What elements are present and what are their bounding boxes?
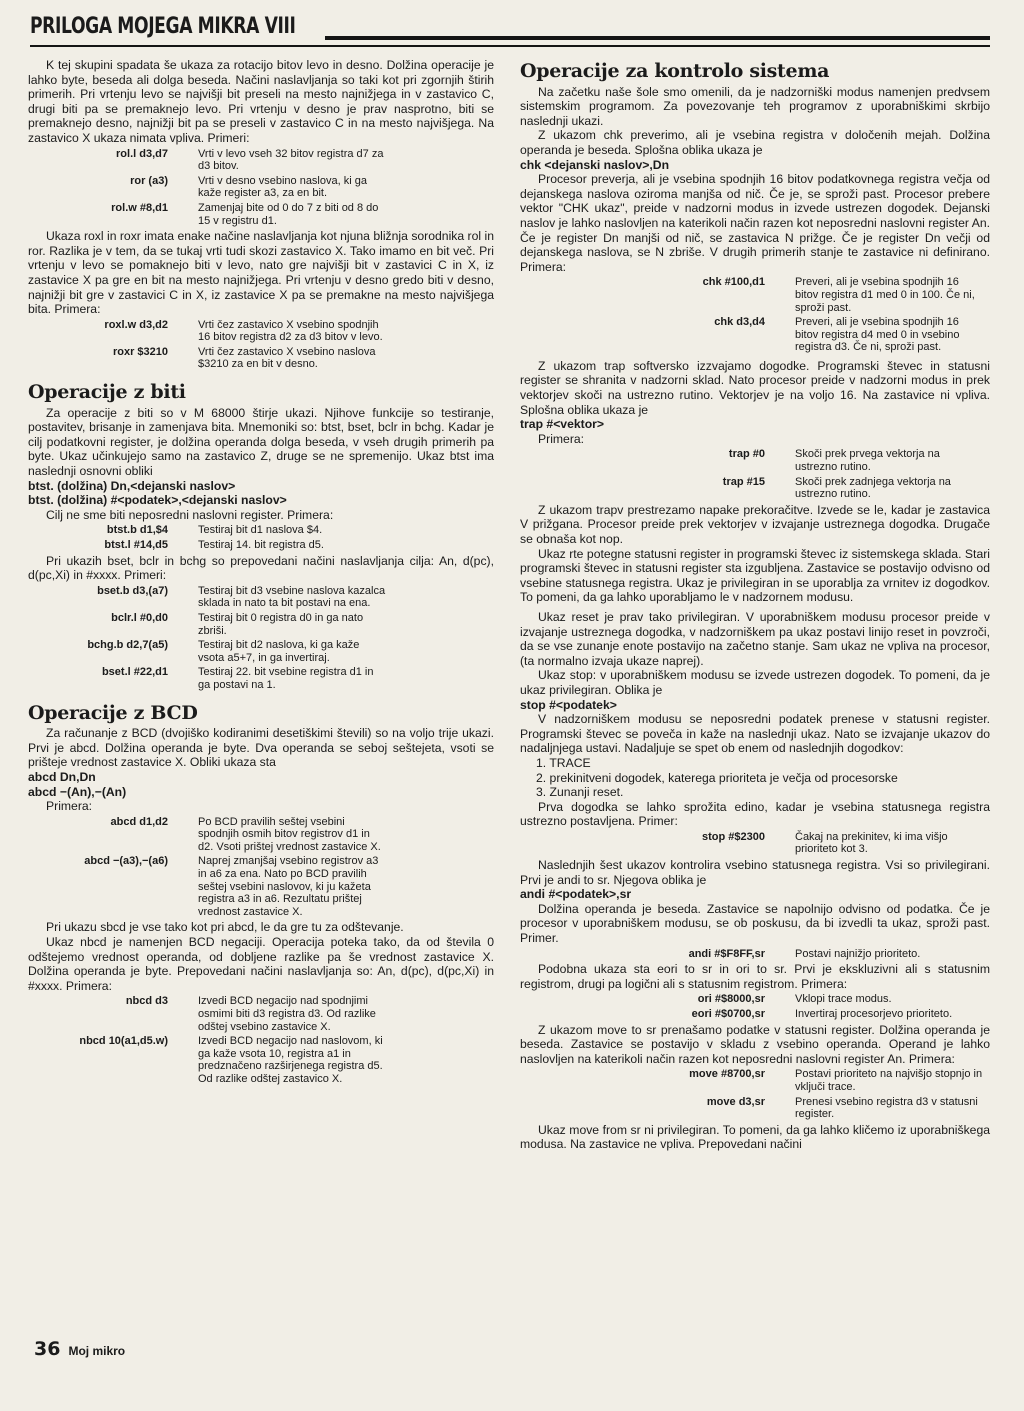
trap-text: Z ukazom trap softversko izzvajamo dogodke. Programski števec in statusni register se shranita v nadzorni sklad. Nato procesor preide v nadzorni modus in prek vektorjev skoči na ustrezno rutino. Vektorjev je na voljo 16. Na zastavice ni vpliva. Splošna oblika ukaza je	[520, 358, 990, 417]
list-item: 3. Zunanji reset.	[536, 785, 624, 800]
move-text: Z ukazom move to sr prenašamo podatke v statusni register. Dolžina operanda je beseda. Zastavice se postavijo v skladu z vsebino operanda. Operand je lahko naslovljen na katerikoli način razen kot neposredni naslovni register An. Primera:	[520, 1022, 990, 1066]
stop-text-2: V nadzorniškem modusu se neposredni podatek prenese v statusni register. Programski števec se poveča in kaže na naslednji ukaz. Nato se izvajanje ukazov do nadaljnjega ustavi. Nadaljuje se spet ob enem od naslednjih dogodkov:	[520, 712, 990, 756]
eori-text: Podobna ukaza sta eori to sr in ori to sr. Prvi je ekskluzivni ali s statusnim registrom, drugi pa logični ali s statusnim registrom. Primera:	[520, 962, 990, 991]
example-code: roxr $3210	[112, 345, 168, 358]
example-desc: Testiraj 22. bit vsebine registra d1 in ga postavi na 1.	[198, 666, 374, 691]
example-row	[28, 319, 494, 344]
eori-examples	[520, 993, 990, 1020]
reset-text: Ukaz reset je prav tako privilegiran. V uporabniškem modusu procesor preide v izvajanje ustreznega dogodka, v nadzorniškem pa ukaz postavi linijo reset in povzroči, da se vse zunanje enote postavijo na začetno stanje. Sam ukaz ne vpliva na procesor, (ta normalno izvaja ukaze naprej).	[520, 609, 990, 668]
andi-examples	[520, 948, 990, 961]
example-desc: Naprej zmanjšaj vsebino registrov a3 in a6 za ena. Nato po BCD pravilih seštej vsebini naslovov, ki ju kažeta registra a3 in a6. Rezultatu prištej vrednost zastavice X.	[198, 855, 379, 918]
example-desc: Postavi prioriteto na najvišjo stopnjo in vključi trace.	[795, 1068, 983, 1093]
sbcd-text: Pri ukazu sbcd je vse tako kot pri abcd, le da gre tu za odštevanje.	[46, 920, 404, 935]
page-number: 36	[34, 1338, 61, 1360]
list-item: 2. prekinitveni dogodek, katerega prioriteta je večja od procesorske	[536, 770, 898, 785]
stop-examples	[520, 831, 990, 856]
rte-text: Ukaz rte potegne statusni register in programski števec iz sistemskega sklada. Stari programski števec in statusni register sta izgubljena. Zastavice se postavijo odvisno od vsebine statusnega registra. Ukaz je privilegiran in se uporablja za vrnitev iz dogodkov. To pomeni, da ga lahko uporabljamo le v nadzornem modusu.	[520, 546, 990, 605]
example-desc: Vklopi trace modus.	[795, 993, 892, 1006]
header-rule	[325, 36, 990, 40]
example-code: rol.l d3,d7	[116, 147, 168, 160]
example-row	[520, 476, 990, 501]
example-code: btst.b d1,$4	[106, 524, 168, 537]
example-desc: Vrti v desno vsebino naslova, ki ga kaže register a3, za en bit.	[198, 174, 367, 200]
header-title: PRILOGA MOJEGA MIKRA VIII	[30, 14, 296, 39]
example-code: andi #$F8FF,sr	[688, 947, 765, 960]
section-heading-bits: Operacije z biti	[28, 381, 186, 404]
example-desc: Vrti v levo vseh 32 bitov registra d7 za d3 bitov.	[198, 147, 384, 173]
primera-label: Primera:	[46, 799, 93, 814]
example-row	[28, 855, 494, 918]
example-code: ror (a3)	[130, 174, 168, 187]
btst-form-2: btst. (dolžina) #<podatek>,<dejanski naslov>	[28, 493, 287, 508]
example-desc: Testiraj 14. bit registra d5.	[198, 539, 324, 551]
example-code: bchg.b d2,7(a5)	[87, 639, 168, 652]
system-intro: Na začetku naše šole smo omenili, da je nadzorniški modus namenjen predvsem sistemskim programom. Za povezovanje teh programov z uporabniškimi skrbijo naslednji ukazi.	[520, 84, 990, 128]
bcd-text: Za računanje z BCD (dvojiško kodiranimi desetiškimi števili) so na voljo trije ukazi. Prvi je abcd. Dolžina operanda je byte. Dva operanda se seboj seštejeta, vsoti se prišteje vrednost zastavice X. Obliki ukaza sta	[28, 726, 494, 770]
example-code: rol.w #8,d1	[111, 201, 168, 214]
example-code: eori #$0700,sr	[691, 1008, 765, 1020]
example-code: nbcd d3	[125, 995, 168, 1008]
example-desc: Zamenjaj bite od 0 do 7 z biti od 8 do 15 v registru d1.	[198, 201, 379, 227]
example-desc: Izvedi BCD negacijo nad naslovom, ki ga kaže vsota 10, registra a1 in predznačeno razširjenega registra d5. Od razlike odštej zastavico X.	[198, 1035, 383, 1085]
move-from-text: Ukaz move from sr ni privilegiran. To pomeni, da ga lahko kličemo iz uporabniškega modusa. Na zastavice ne vpliva. Prepovedani načini	[520, 1122, 990, 1152]
example-row	[520, 1096, 990, 1121]
example-row	[28, 585, 494, 610]
example-row	[28, 1035, 494, 1085]
left-column	[28, 58, 494, 1088]
example-desc: Vrti čez zastavico X vsebino spodnjih 16 bitov registra d2 za d3 bitov v levo.	[198, 318, 383, 344]
chk-text: Z ukazom chk preverimo, ali je vsebina registra v določenih mejah. Dolžina operanda je beseda. Splošna oblika ukaza je	[520, 128, 990, 157]
example-desc: Čakaj na prekinitev, ki ima višjo prioriteto kot 3.	[795, 830, 948, 856]
example-row	[28, 639, 494, 664]
example-desc: Testiraj bit d2 naslova, ki ga kaže vsota a5+7, in ga invertiraj.	[198, 639, 360, 664]
example-code: bset.b d3,(a7)	[97, 584, 168, 597]
example-desc: Preveri, ali je vsebina spodnjih 16 bitov registra d1 med 0 in 100. Če ni, sproži past.	[795, 276, 975, 314]
example-code: trap #0	[728, 448, 765, 461]
example-desc: Postavi najnižjo prioriteto.	[795, 947, 921, 960]
roxl-examples	[28, 319, 494, 371]
resume-events-list	[520, 756, 990, 800]
andi-text: Naslednjih šest ukazov kontrolira vsebino statusnega registra. Vsi so privilegirani. Prvi je andi to sr. Njegova oblika je	[520, 858, 990, 887]
example-row	[520, 448, 990, 473]
primera-label: Primera:	[538, 431, 585, 446]
first-events-text: Prva dogodka se lahko sprožita edino, kadar je vsebina statusnega registra ustrezno postavljena. Primer:	[520, 799, 990, 829]
rotation-examples	[28, 148, 494, 228]
example-code: roxl.w d3,d2	[104, 318, 168, 331]
rotation-intro: K tej skupini spadata še ukaza za rotacijo bitov levo in desno. Dolžina operacije je lahko byte, beseda ali dolga beseda. Načini naslavljanja so taki kot pri zgornjih štirih primerih. Pri vrtenju levo se najvišji bit preseli na mesto najnižjega in v zastavico C, drugi biti pa se premaknejo levo. Pri vrtenju v desno je prav nasprotno, biti se premaknejo desno, najnižji bit pa se preseli v zastavico C in na mesto najvišjega. Na zastavico X ukaza nimata vpliva. Primeri:	[28, 58, 494, 145]
example-row	[28, 816, 494, 854]
nbcd-examples	[28, 995, 494, 1085]
list-item: 1. TRACE	[536, 755, 591, 770]
btst-examples	[28, 524, 494, 551]
example-code: btst.l #14,d5	[104, 539, 168, 551]
example-row	[520, 276, 990, 314]
bset-text: Pri ukazih bset, bclr in bchg so prepovedani načini naslavljanja cilja: An, d(pc), d(pc,Xi) in #xxxx. Primeri:	[28, 553, 494, 583]
example-row	[520, 1068, 990, 1093]
right-column	[520, 58, 990, 1152]
abcd-form-2: abcd −(An),−(An)	[28, 784, 127, 799]
bits-text: Za operacije z biti so v M 68000 štirje ukazi. Njihove funkcije so testiranje, postavitev, brisanje in zamenjava bita. Mnemoniki so: btst, bset, bclr in bchg. Kadar je cilj podatkovni register, je dolžina operanda dolga beseda, v vseh drugih primerih pa byte. Ukaz učinkujejo samo na zastavico Z, druge se ne spremenijo. Ukaz btst ima naslednji osnovni obliki	[28, 405, 494, 479]
example-desc: Preveri, ali je vsebina spodnjih 16 bitov registra d4 med 0 in vsebino registra d3. Če ni, sproži past.	[795, 316, 960, 354]
example-desc: Testiraj bit d3 vsebine naslova kazalca sklada in nato ta bit postavi na ena.	[198, 584, 386, 610]
example-code: chk d3,d4	[714, 316, 765, 329]
btst-form-1: btst. (dolžina) Dn,<dejanski naslov>	[28, 478, 236, 493]
roxl-text: Ukaza roxl in roxr imata enake načine naslavljanja kot njuna bližnja sorodnika rol in ror. Razlika je v tem, da se tukaj vrti tudi skozi zastavico X. Tako imamo en bit več. Pri vrtenju v levo se pomaknejo biti v levo, nato gre najvišji bit v zastavici C in X, iz zastavice X pa gre en bit na mesto najnižjega. Pri vrtenju v desno gredo biti v desno, najnižji bit gre v zastavici C in X, iz zastavice X pa se premakne na mesto najvišjega bita. Primera:	[28, 229, 494, 317]
example-row	[520, 993, 990, 1006]
bset-examples	[28, 585, 494, 692]
chk-form: chk <dejanski naslov>,Dn	[520, 157, 670, 172]
trap-form: trap #<vektor>	[520, 417, 605, 432]
example-desc: Prenesi vsebino registra d3 v statusni register.	[795, 1095, 978, 1121]
example-row	[28, 995, 494, 1033]
example-code: nbcd 10(a1,d5.w)	[79, 1035, 168, 1048]
example-row	[28, 346, 494, 371]
example-row	[28, 175, 494, 200]
example-code: trap #15	[722, 475, 765, 488]
chk-examples	[520, 276, 990, 354]
example-desc: Skoči prek prvega vektorja na ustrezno rutino.	[795, 448, 940, 474]
example-code: abcd d1,d2	[110, 815, 168, 828]
example-row	[28, 612, 494, 637]
example-code: chk #100,d1	[702, 276, 765, 289]
header-rule-bottom	[30, 45, 990, 47]
example-desc: Skoči prek zadnjega vektorja na ustrezno rutino.	[795, 475, 951, 501]
example-row	[28, 666, 494, 691]
andi-form: andi #<podatek>,sr	[520, 887, 632, 902]
page-header	[30, 14, 990, 50]
example-code: move d3,sr	[706, 1095, 765, 1108]
trapv-text: Z ukazom trapv prestrezamo napake prekoračitve. Izvede se le, kadar je zastavica V prižgana. Procesor preide prek vektorjev v izvajanje ustreznega dogodka. Drugače se obnaša kot nop.	[520, 502, 990, 546]
example-code: ori #$8000,sr	[697, 993, 765, 1006]
chk-text-2: Procesor preverja, ali je vsebina spodnjih 16 bitov podatkovnega registra večja od dejanskega naslova oziroma manjša od nič. Če je, se sproži past. Procesor prebere vektor "CHK ukaz", preide v nadzorni modus in izvede ustrezen dogodek. Dejanski naslov je lahko naslovljen na katerikoli način razen kot neposredni naslovni register An. Če je register Dn manjši od nič, se zastavica N prižge. Če je register Dn večji od dejanskega naslova, se N zbriše. V drugih primerih stanje te zastavice ni definirano. Primera:	[520, 172, 990, 274]
example-row	[28, 202, 494, 227]
example-row	[28, 148, 494, 173]
stop-text: Ukaz stop: v uporabniškem modusu se izvede ustrezen dogodek. To pomeni, da je ukaz privilegiran. Oblika je	[520, 668, 990, 697]
example-code: stop #$2300	[702, 830, 765, 843]
abcd-form-1: abcd Dn,Dn	[28, 769, 96, 784]
magazine-name: Moj mikro	[68, 1344, 126, 1358]
stop-form: stop #<podatek>	[520, 697, 617, 712]
example-desc: Izvedi BCD negacijo nad spodnjimi osmimi biti d3 registra d3. Od razlike odštej vsebino zastavice X.	[198, 995, 376, 1033]
move-examples	[520, 1068, 990, 1120]
section-heading-bcd: Operacije z BCD	[28, 701, 198, 724]
example-desc: Testiraj bit 0 registra d0 in ga nato zbriši.	[198, 611, 364, 637]
page-footer	[34, 1338, 125, 1360]
example-row	[520, 948, 990, 961]
example-desc: Testiraj bit d1 naslova $4.	[198, 524, 323, 537]
example-row	[28, 539, 494, 552]
example-row	[520, 1008, 990, 1021]
example-desc: Vrti čez zastavico X vsebino naslova $3210 za en bit v desno.	[198, 345, 376, 371]
btst-target-note: Cilj ne sme biti neposredni naslovni register. Primera:	[46, 507, 334, 522]
abcd-examples	[28, 816, 494, 919]
example-row	[28, 524, 494, 537]
example-row	[520, 831, 990, 856]
example-row	[520, 316, 990, 354]
example-code: bset.l #22,d1	[101, 666, 168, 679]
example-code: bclr.l #0,d0	[111, 611, 168, 624]
example-code: move #8700,sr	[689, 1068, 765, 1081]
nbcd-text: Ukaz nbcd je namenjen BCD negaciji. Operacija poteka tako, da od števila 0 odštejemo vrednost operanda, od dobljene razlike pa še vrednost zastavice X. Dolžina operanda je byte. Prepovedani načini naslavljanja so: An, d(pc), d(pc,Xi) in #xxxx. Primera:	[28, 935, 494, 993]
example-desc: Po BCD pravilih seštej vsebini spodnjih osmih bitov registrov d1 in d2. Vsoti prištej vrednost zastavice X.	[198, 815, 381, 853]
trap-examples	[520, 448, 990, 500]
section-heading-system: Operacije za kontrolo sistema	[520, 60, 830, 82]
example-code: abcd −(a3),−(a6)	[84, 855, 168, 868]
andi-text-2: Dolžina operanda je beseda. Zastavice se napolnijo odvisno od podatka. Če je procesor v uporabniškem modusu, se ob poskusu, da bi izvedli ta ukaz, sproži past. Primer.	[520, 901, 990, 946]
example-desc: Invertiraj procesorjevo prioriteto.	[795, 1008, 953, 1020]
